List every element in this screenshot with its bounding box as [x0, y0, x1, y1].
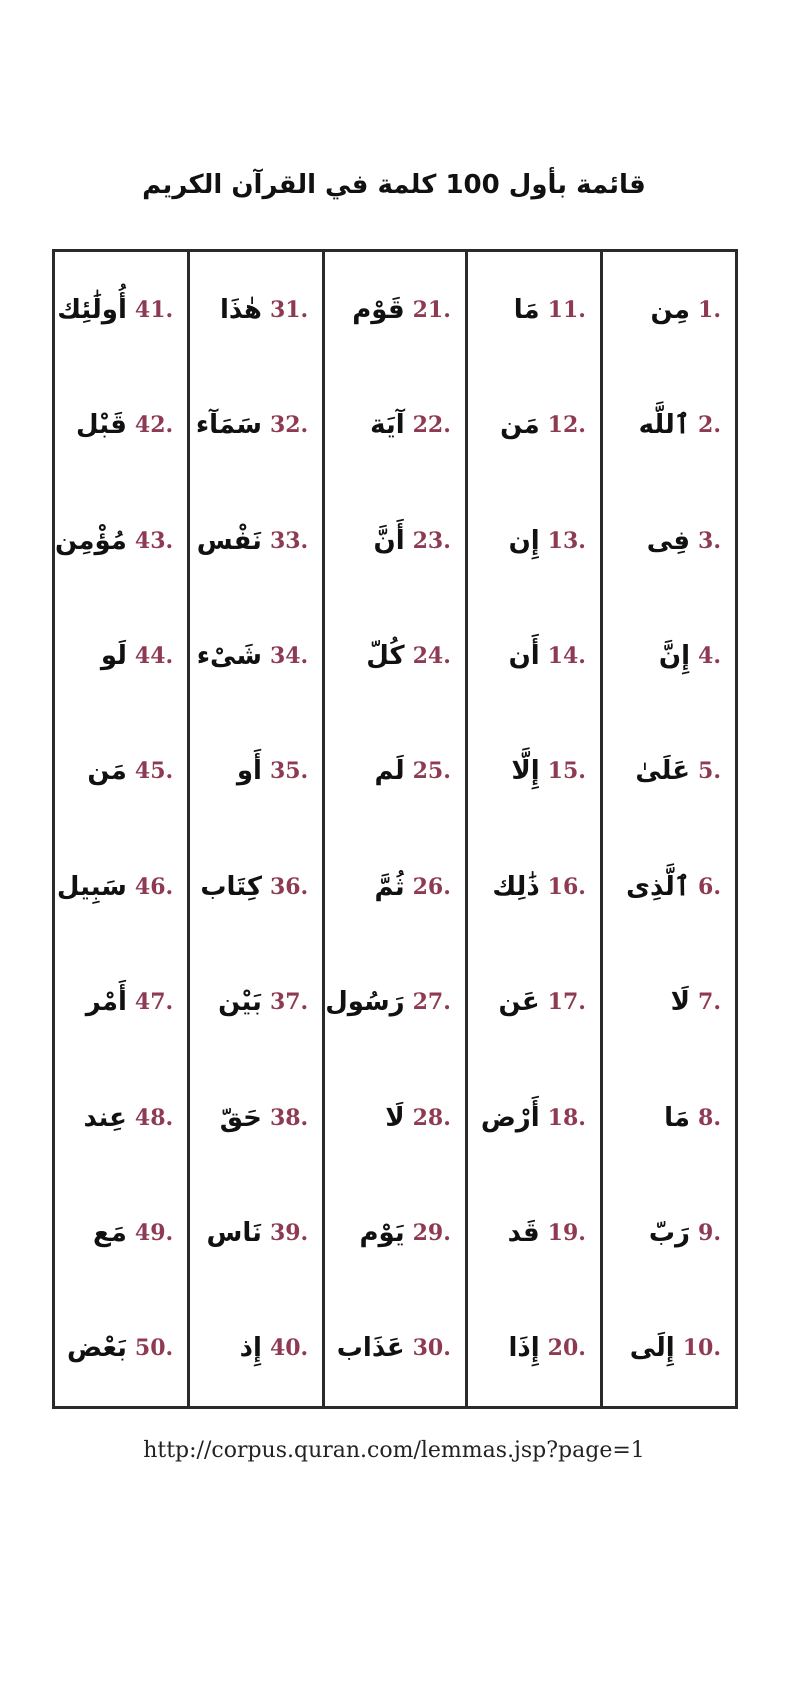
word-cell: [468, 367, 600, 482]
word-number: 24.: [412, 642, 451, 669]
word-number: 22.: [412, 412, 451, 439]
word-number: 21.: [412, 296, 451, 323]
word-number: 50.: [134, 1335, 174, 1362]
word-cell: [190, 1060, 322, 1175]
word-number: 11.: [547, 296, 586, 323]
word-cell: [468, 598, 600, 713]
arabic-word: إِذَا: [508, 1333, 540, 1364]
word-cell: [190, 1291, 322, 1406]
word-cell: [603, 1060, 735, 1175]
arabic-word: يَوْم: [359, 1217, 405, 1248]
arabic-word: ثُمَّ: [374, 871, 405, 902]
word-cell: [190, 367, 322, 482]
arabic-word: أَو: [236, 756, 262, 787]
word-cell: [55, 252, 187, 367]
arabic-word: مِن: [650, 294, 691, 325]
word-number: 27.: [412, 989, 451, 1016]
arabic-word: قَوْم: [352, 294, 405, 325]
word-number: 33.: [269, 527, 309, 554]
word-cell: [55, 944, 187, 1059]
word-number: 10.: [682, 1335, 721, 1362]
word-number: 2.: [698, 412, 721, 439]
arabic-word: ٱلَّذِى: [626, 871, 691, 902]
arabic-word: بَيْن: [218, 987, 262, 1018]
word-number: 25.: [412, 758, 451, 785]
arabic-word: إِلَى: [629, 1333, 675, 1364]
arabic-word: إِلَّا: [511, 756, 540, 787]
arabic-word: أَن: [508, 640, 540, 671]
word-cell: [603, 714, 735, 829]
arabic-word: بَعْض: [66, 1333, 127, 1364]
word-cell: [190, 1175, 322, 1290]
page-title: قائمة بأول 100 كلمة في القرآن الكريم: [142, 170, 646, 200]
word-number: 49.: [134, 1219, 174, 1246]
arabic-word: قَد: [507, 1217, 540, 1248]
arabic-word: ذَٰلِك: [492, 871, 540, 902]
word-number: 34.: [269, 642, 309, 669]
word-cell: [190, 944, 322, 1059]
word-number: 43.: [134, 527, 174, 554]
arabic-word: إِذ: [239, 1333, 262, 1364]
arabic-word: أُولَٰئِك: [57, 294, 127, 325]
arabic-word: مُؤْمِن: [54, 525, 127, 556]
word-cell: [55, 367, 187, 482]
arabic-word: أَمْر: [85, 987, 127, 1018]
word-cell: [55, 598, 187, 713]
word-number: 48.: [134, 1104, 174, 1131]
word-cell: [468, 1060, 600, 1175]
word-number: 37.: [269, 989, 309, 1016]
arabic-word: كِتَاب: [200, 871, 262, 902]
word-number: 36.: [269, 873, 309, 900]
word-number: 32.: [269, 412, 309, 439]
arabic-word: مَن: [500, 410, 540, 441]
word-cell: [603, 944, 735, 1059]
word-number: 40.: [269, 1335, 309, 1362]
word-cell: [325, 483, 465, 598]
arabic-word: لَا: [385, 1102, 405, 1133]
word-cell: [55, 1175, 187, 1290]
arabic-word: ٱللَّه: [638, 410, 691, 441]
arabic-word: سَبِيل: [56, 871, 127, 902]
word-cell: [468, 944, 600, 1059]
arabic-word: نَاس: [206, 1217, 262, 1248]
word-number: 44.: [134, 642, 174, 669]
arabic-word: كُلّ: [366, 640, 405, 671]
arabic-word: لَو: [100, 640, 127, 671]
word-cell: [468, 252, 600, 367]
arabic-word: لَا: [670, 987, 691, 1018]
word-number: 20.: [547, 1335, 586, 1362]
arabic-word: مَا: [513, 294, 540, 325]
word-number: 29.: [412, 1219, 451, 1246]
word-number: 35.: [269, 758, 309, 785]
word-number: 19.: [547, 1219, 586, 1246]
word-number: 6.: [698, 873, 721, 900]
word-number: 31.: [269, 296, 309, 323]
arabic-word: آيَة: [370, 410, 405, 441]
word-cell: [190, 829, 322, 944]
word-cell: [190, 714, 322, 829]
word-column: [465, 252, 600, 1406]
word-cell: [325, 1060, 465, 1175]
word-column: [55, 252, 187, 1406]
word-cell: [325, 598, 465, 713]
word-cell: [468, 1291, 600, 1406]
word-cell: [55, 714, 187, 829]
arabic-word: شَىْء: [196, 640, 262, 671]
arabic-word: مَا: [664, 1102, 691, 1133]
word-cell: [468, 829, 600, 944]
word-number: 13.: [547, 527, 586, 554]
word-cell: [325, 252, 465, 367]
word-number: 7.: [698, 989, 721, 1016]
word-number: 38.: [269, 1104, 309, 1131]
word-number: 23.: [412, 527, 451, 554]
word-cell: [190, 598, 322, 713]
word-number: 41.: [134, 296, 174, 323]
word-number: 9.: [698, 1219, 721, 1246]
word-cell: [325, 829, 465, 944]
word-cell: [55, 1060, 187, 1175]
arabic-word: مَع: [93, 1217, 127, 1248]
word-number: 46.: [134, 873, 174, 900]
word-cell: [468, 714, 600, 829]
word-cell: [603, 1291, 735, 1406]
word-number: 45.: [134, 758, 174, 785]
word-number: 30.: [412, 1335, 451, 1362]
word-number: 14.: [547, 642, 586, 669]
word-number: 28.: [412, 1104, 451, 1131]
arabic-word: عَن: [498, 987, 540, 1018]
word-cell: [325, 367, 465, 482]
arabic-word: إِن: [508, 525, 540, 556]
source-url: http://corpus.quran.com/lemmas.jsp?page=1: [143, 1438, 645, 1463]
word-number: 47.: [134, 989, 174, 1016]
word-number: 42.: [134, 412, 174, 439]
word-number: 16.: [547, 873, 586, 900]
word-cell: [603, 367, 735, 482]
word-cell: [603, 598, 735, 713]
word-cell: [603, 252, 735, 367]
word-number: 5.: [698, 758, 721, 785]
arabic-word: أَنَّ: [373, 525, 405, 556]
arabic-word: أَرْض: [480, 1102, 540, 1133]
arabic-word: هٰذَا: [219, 294, 262, 325]
arabic-word: حَقّ: [219, 1102, 262, 1133]
word-cell: [55, 829, 187, 944]
word-cell: [55, 483, 187, 598]
word-cell: [325, 714, 465, 829]
word-table: [52, 249, 738, 1409]
word-number: 26.: [412, 873, 451, 900]
arabic-word: سَمَآء: [195, 410, 262, 441]
arabic-word: عَلَىٰ: [635, 756, 691, 787]
word-column: [600, 252, 735, 1406]
arabic-word: إِنَّ: [658, 640, 691, 671]
arabic-word: نَفْس: [196, 525, 262, 556]
word-cell: [468, 1175, 600, 1290]
word-cell: [603, 829, 735, 944]
word-number: 12.: [547, 412, 586, 439]
arabic-word: فِى: [646, 525, 691, 556]
word-cell: [468, 483, 600, 598]
word-cell: [325, 1175, 465, 1290]
word-cell: [325, 944, 465, 1059]
word-column: [187, 252, 322, 1406]
word-number: 15.: [547, 758, 586, 785]
word-number: 8.: [698, 1104, 721, 1131]
word-cell: [603, 1175, 735, 1290]
word-cell: [190, 252, 322, 367]
word-number: 1.: [698, 296, 721, 323]
word-cell: [190, 483, 322, 598]
arabic-word: عِند: [83, 1102, 127, 1133]
arabic-word: رَسُول: [325, 987, 405, 1018]
word-number: 4.: [698, 642, 721, 669]
arabic-word: عَذَاب: [336, 1333, 405, 1364]
word-cell: [325, 1291, 465, 1406]
word-number: 3.: [698, 527, 721, 554]
word-cell: [55, 1291, 187, 1406]
word-cell: [603, 483, 735, 598]
arabic-word: لَم: [374, 756, 405, 787]
word-number: 17.: [547, 989, 586, 1016]
word-number: 18.: [547, 1104, 586, 1131]
arabic-word: رَبّ: [648, 1217, 691, 1248]
word-column: [322, 252, 465, 1406]
arabic-word: مَن: [87, 756, 127, 787]
arabic-word: قَبْل: [76, 410, 127, 441]
word-number: 39.: [269, 1219, 309, 1246]
